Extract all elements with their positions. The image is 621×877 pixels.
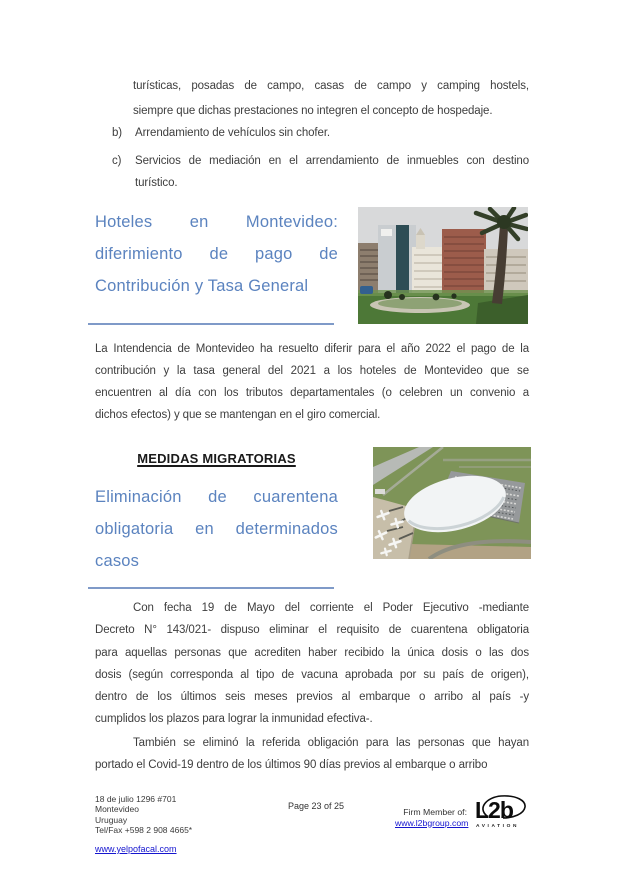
text-line: portado el Covid-19 dentro de los últimos 90 días previos al embarque o arribo <box>95 759 488 771</box>
cuarentena-paragraph-2 <box>95 732 529 776</box>
heading-line: casos <box>95 552 140 570</box>
section-title-cuarentena <box>95 481 338 577</box>
text-line: dentro de los últimos seis meses previos al embarque o arribo al país -y <box>95 691 529 704</box>
firm-website-link[interactable]: www.yelpofacal.com <box>95 844 177 854</box>
text-line: cumplidos los plazos para lograr la inmunidad efectiva-. <box>95 713 373 726</box>
cuarentena-paragraph-1 <box>95 597 529 731</box>
text-line: dichos efectos) y que se mantengan en el giro comercial. <box>95 409 381 421</box>
heading-line: obligatoria en determinados <box>95 520 338 538</box>
address-line: Tel/Fax +598 2 908 4665* <box>95 825 193 836</box>
text-line: contribución y la tasa general del 2021 a los hoteles de Montevideo que se <box>95 365 529 377</box>
text-line: Decreto N° 143/021- dispuso eliminar el requisito de cuarentena obligatoria <box>95 624 529 637</box>
logo-subtext: AVIATION <box>476 824 520 829</box>
text-line: siempre que dichas prestaciones no integren el concepto de hospedaje. <box>133 105 493 117</box>
montevideo-plaza-photo <box>358 207 528 324</box>
heading-line: diferimiento de pago de <box>95 245 338 263</box>
list-marker: b) <box>112 127 123 139</box>
heading-line: Hoteles en Montevideo: <box>95 213 338 231</box>
text-line: encuentren al día con los tributos departamentales (o celebren un convenio a <box>95 387 529 399</box>
text-line: dosis (según corresponda al tipo de vacuna aprobada por su país de origen), <box>95 668 529 681</box>
text-line: La Intendencia de Montevideo ha resuelto diferir para el año 2022 el pago de la <box>95 343 529 355</box>
text-line: También se eliminó la referida obligación para las personas que hayan <box>133 737 529 749</box>
text-line: Con fecha 19 de Mayo del corriente el Poder Ejecutivo -mediante <box>133 602 529 614</box>
list-item-text: Arrendamiento de vehículos sin chofer. <box>135 127 331 139</box>
page-indicator: Page 23 of 25 <box>288 801 345 811</box>
address-line: Montevideo <box>95 804 139 815</box>
list-item-c <box>112 150 529 194</box>
l2b-aviation-logo <box>473 798 527 840</box>
kicker-text: MEDIDAS MIGRATORIAS <box>137 451 296 466</box>
text-line: turístico. <box>135 177 178 189</box>
intro-paragraph <box>133 74 529 124</box>
hoteles-paragraph <box>95 338 529 426</box>
heading-line: Contribución y Tasa General <box>95 277 309 295</box>
list-item-b <box>112 122 529 144</box>
heading-rule <box>88 587 334 589</box>
text-line: turísticas, posadas de campo, casas de campo y camping hostels, <box>133 80 529 92</box>
address-line: Uruguay <box>95 814 128 825</box>
list-marker: c) <box>112 155 122 167</box>
carrasco-airport-aerial-photo <box>373 447 531 559</box>
text-line: para aquellas personas que acrediten haber recibido la única dosis o las dos <box>95 646 529 659</box>
address-line: 18 de julio 1296 #701 <box>95 794 177 804</box>
heading-rule <box>88 323 334 325</box>
section-title-hoteles <box>95 206 338 302</box>
heading-line: Eliminación de cuarentena <box>95 488 338 506</box>
text-line: Servicios de mediación en el arrendamiento de inmuebles con destino <box>135 155 529 167</box>
logo-wordmark: L2b <box>475 797 513 823</box>
firm-member-block <box>395 807 467 828</box>
footer-address <box>95 794 192 836</box>
firm-member-label: Firm Member of: <box>403 807 467 817</box>
l2bgroup-link[interactable]: www.l2bgroup.com <box>395 817 469 828</box>
section-kicker-medidas-migratorias <box>95 451 338 466</box>
